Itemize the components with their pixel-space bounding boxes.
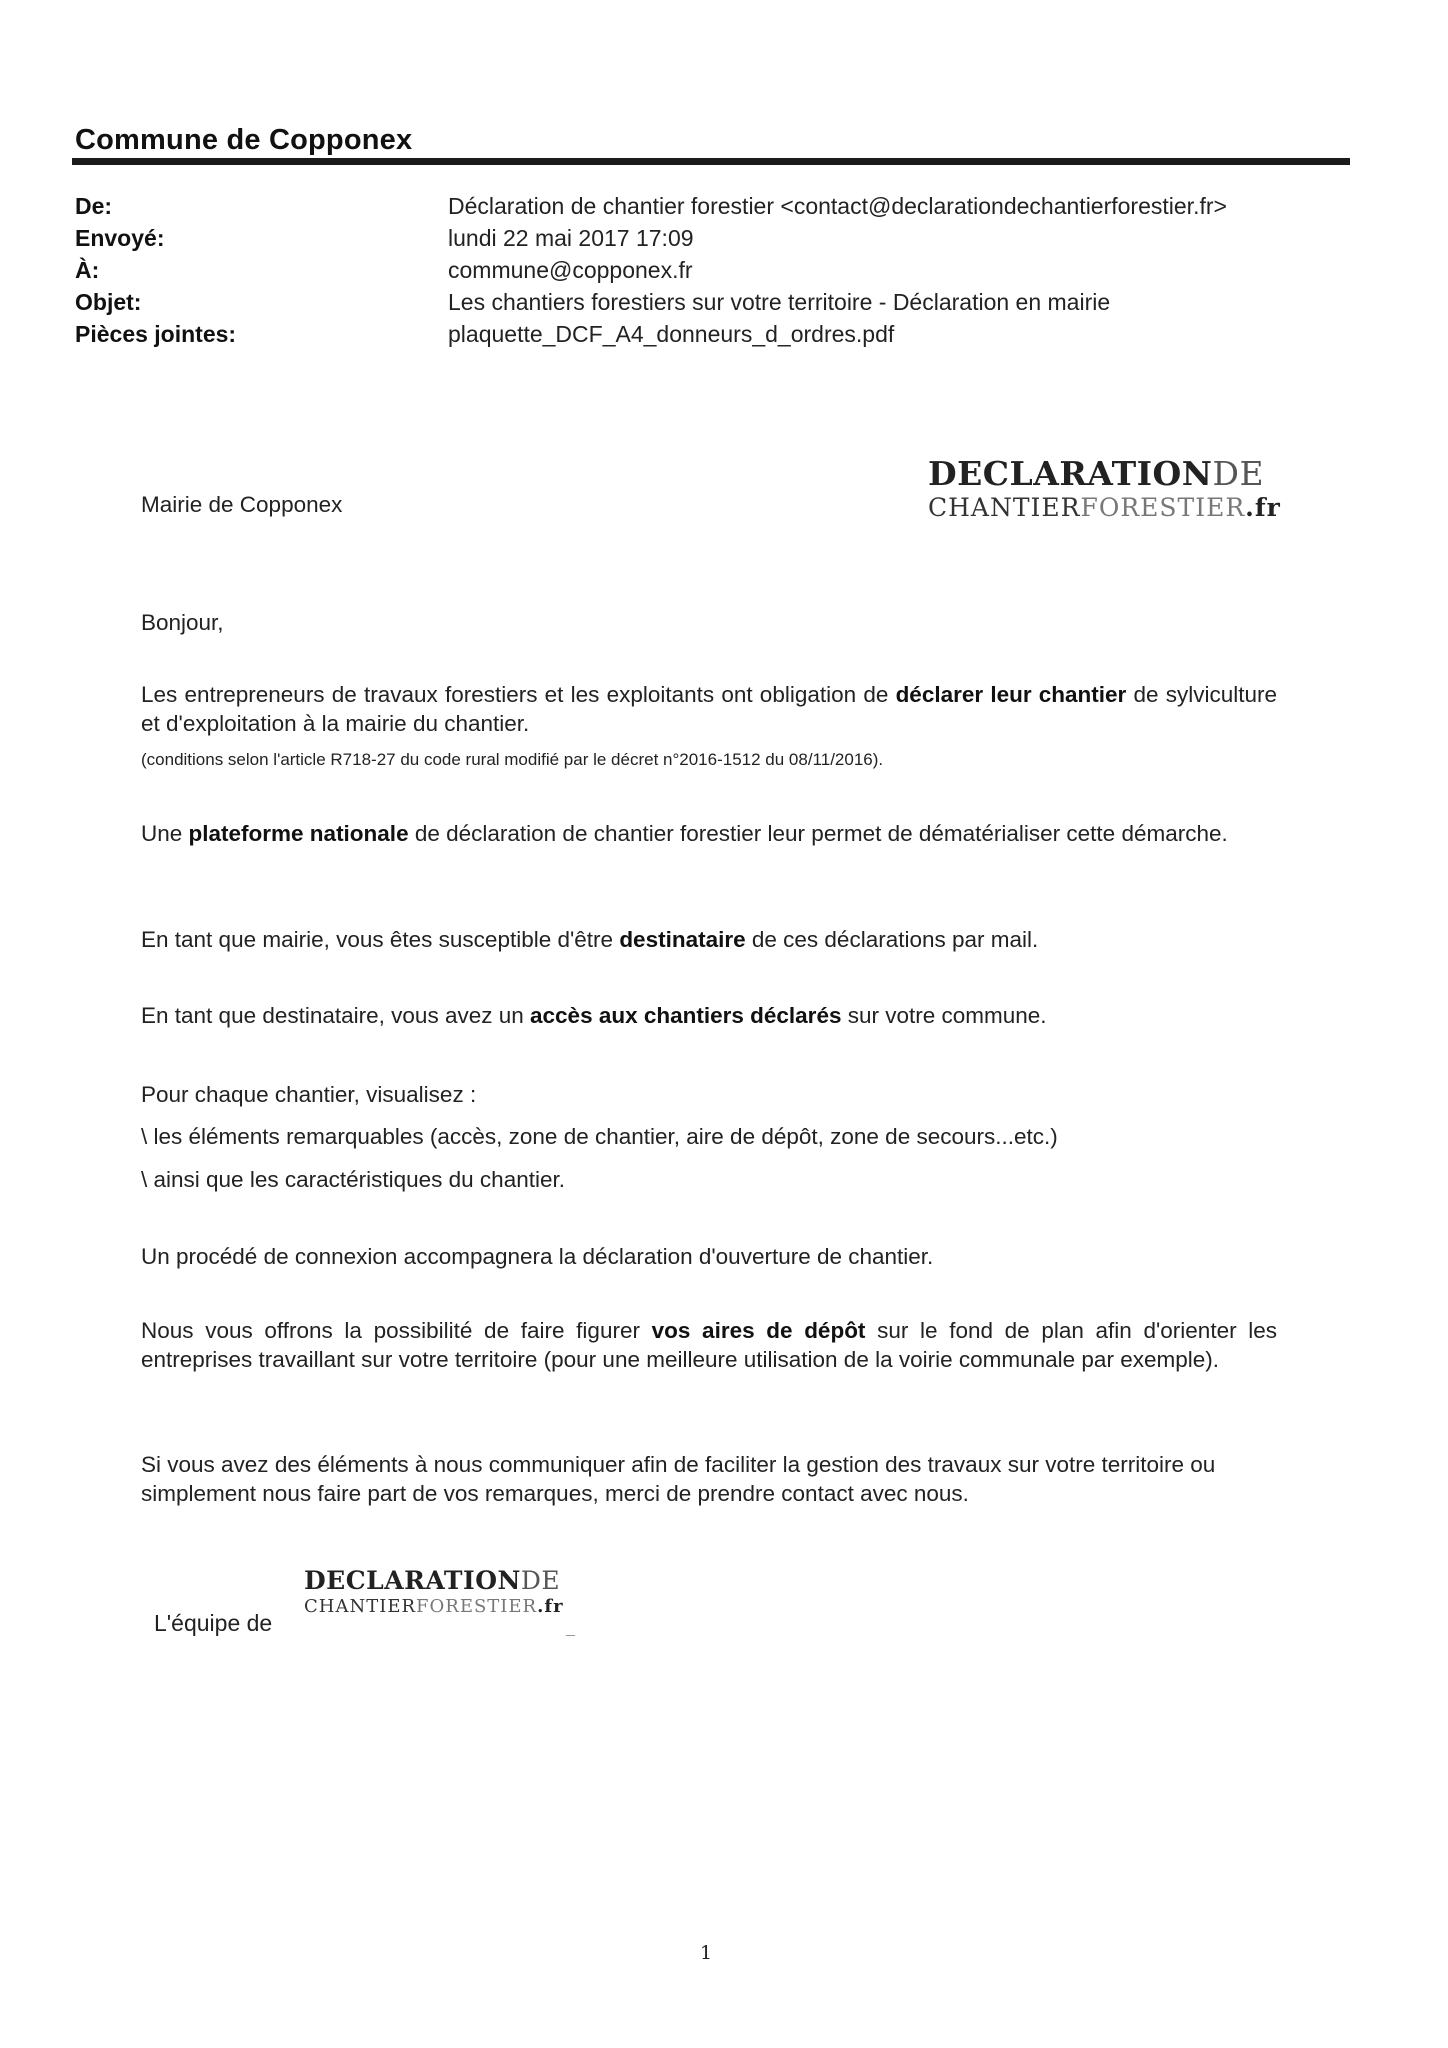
header-row-from: [75, 193, 1305, 225]
list-item: \ les éléments remarquables (accès, zone de chantier, aire de dépôt, zone de secours...etc.): [141, 1124, 1058, 1149]
paragraph-connection: Un procédé de connexion accompagnera la déclaration d'ouverture de chantier.: [141, 1244, 934, 1269]
email-header: [75, 193, 1305, 353]
paragraph-storage-areas: Nous vous offrons la possibilité de faire figurer vos aires de dépôt sur le fond de plan afin d'orienter les entreprises travaillant sur votre territoire (pour une meilleure utilisation de la voirie communale par exemple).: [141, 1318, 1277, 1372]
logo-line-2: CHANTIERFORESTIER.fr: [928, 493, 1281, 522]
sent-value: lundi 22 mai 2017 17:09: [448, 225, 694, 251]
recipient-line: Mairie de Copponex: [141, 492, 343, 517]
greeting: Bonjour,: [141, 610, 224, 635]
list-item: \ ainsi que les caractéristiques du chantier.: [141, 1167, 565, 1192]
page-number: 1: [700, 1942, 713, 1964]
paragraph-platform: Une plateforme nationale de déclaration de chantier forestier leur permet de dématérialiser cette démarche.: [141, 821, 1228, 846]
legal-note: (conditions selon l'article R718-27 du code rural modifié par le décret n°2016-1512 du 08/11/2016).: [141, 750, 884, 769]
header-row-subject: [75, 289, 1305, 321]
attachments-label: Pièces jointes:: [75, 321, 237, 347]
from-label: De:: [75, 193, 113, 219]
list-intro: Pour chaque chantier, visualisez :: [141, 1082, 477, 1107]
header-row-attachments: [75, 321, 1305, 353]
org-title: Commune de Copponex: [75, 124, 413, 156]
paragraph-recipient: En tant que mairie, vous êtes susceptible d'être destinataire de ces déclarations par mail.: [141, 927, 1039, 952]
paragraph-contact: Si vous avez des éléments à nous communiquer afin de faciliter la gestion des travaux sur votre territoire ou simplement nous faire part de vos remarques, merci de prendre contact avec nous.: [141, 1452, 1216, 1506]
signature-prefix: L'équipe de: [154, 1610, 273, 1636]
from-value: Déclaration de chantier forestier <contact@declarationdechantierforestier.fr>: [448, 193, 1227, 219]
header-divider: [72, 158, 1350, 165]
to-value: commune@copponex.fr: [448, 257, 693, 283]
logo-line-1: DECLARATIONDE: [928, 454, 1265, 493]
to-label: À:: [75, 257, 100, 283]
signature-logo-line-1: DECLARATIONDE: [304, 1566, 561, 1595]
subject-value: Les chantiers forestiers sur votre territoire - Déclaration en mairie: [448, 289, 1111, 315]
subject-label: Objet:: [75, 289, 142, 315]
signature-logo: [304, 1566, 564, 1618]
header-row-sent: [75, 225, 1305, 257]
attachments-value: plaquette_DCF_A4_donneurs_d_ordres.pdf: [448, 321, 895, 347]
header-row-to: [75, 257, 1305, 289]
paragraph-access: En tant que destinataire, vous avez un accès aux chantiers déclarés sur votre commune.: [141, 1003, 1047, 1028]
signature-logo-line-2: CHANTIERFORESTIER.fr: [304, 1596, 564, 1617]
signature-mark: _: [566, 1620, 575, 1637]
sent-label: Envoyé:: [75, 225, 165, 251]
brand-logo: [928, 455, 1281, 523]
paragraph-obligation: Les entrepreneurs de travaux forestiers et les exploitants ont obligation de déclarer leur chantier de sylviculture et d'exploitation à la mairie du chantier.: [141, 682, 1278, 736]
